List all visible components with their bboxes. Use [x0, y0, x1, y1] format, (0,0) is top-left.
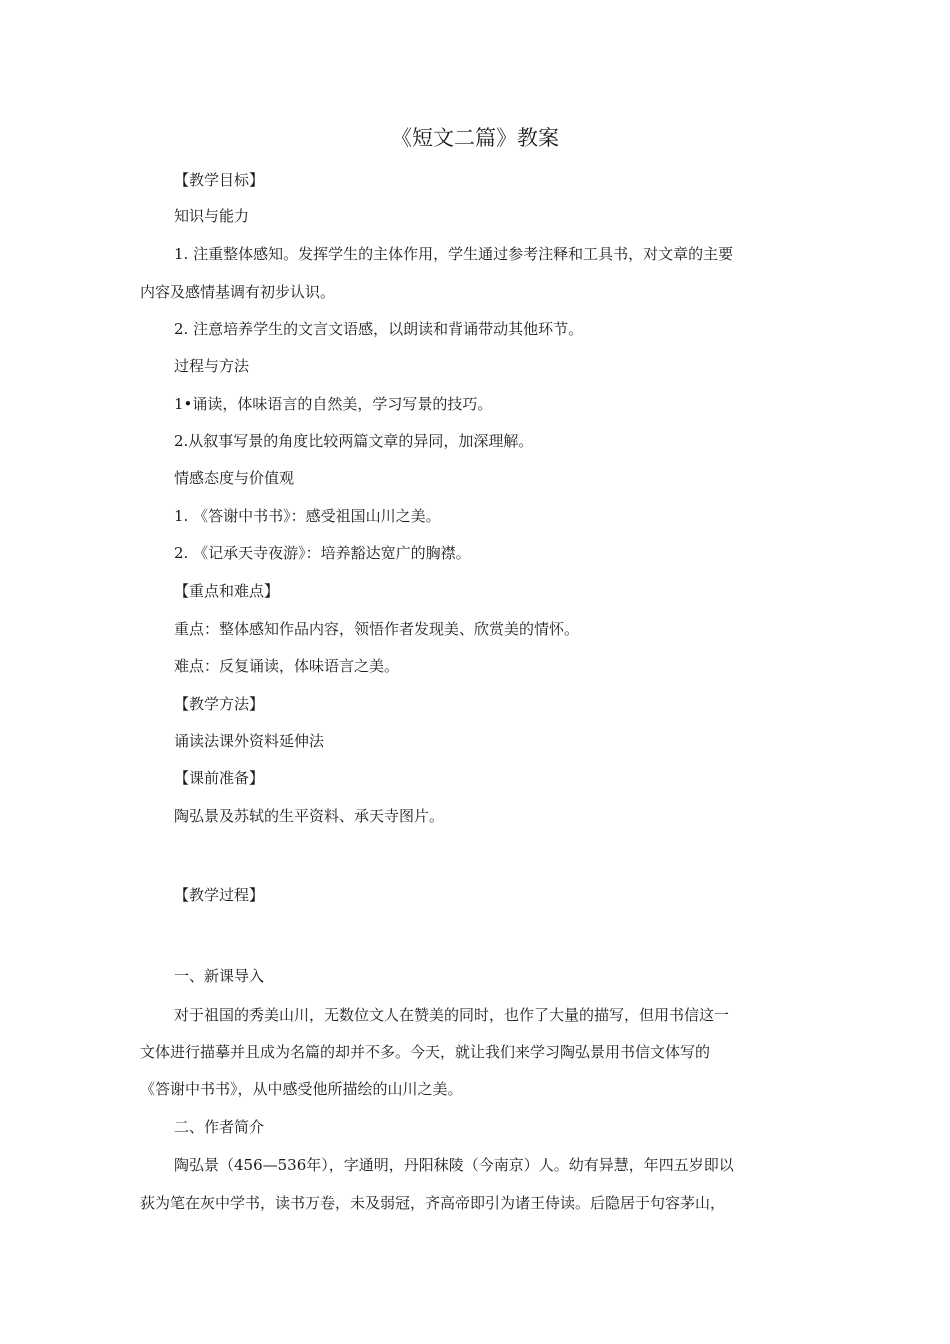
paragraph-line: 1. 《答谢中书书》：感受祖国山川之美。	[174, 507, 441, 525]
section-heading-prep: 【课前准备】	[174, 769, 265, 787]
paragraph-line: 文体进行描摹并且成为名篇的却并不多。今天，就让我们来学习陶弘景用书信文体写的	[140, 1043, 711, 1061]
subheading-author: 二、作者简介	[174, 1118, 265, 1136]
subheading-process: 过程与方法	[174, 357, 250, 375]
section-heading-process: 【教学过程】	[174, 886, 265, 904]
section-heading-method: 【教学方法】	[174, 695, 265, 713]
section-heading-keypoints: 【重点和难点】	[174, 582, 280, 600]
paragraph-line: 2.从叙事写景的角度比较两篇文章的异同，加深理解。	[174, 432, 534, 450]
paragraph-line: 2. 《记承天寺夜游》：培养豁达宽广的胸襟。	[174, 544, 471, 562]
paragraph-line: 重点：整体感知作品内容，领悟作者发现美、欣赏美的情怀。	[174, 620, 580, 638]
paragraph-line: 陶弘景（456—536年），字通明，丹阳秣陵（今南京）人。幼有异慧，年四五岁即以	[174, 1156, 734, 1174]
subheading-intro: 一、新课导入	[174, 967, 265, 985]
paragraph-line: 1•诵读，体味语言的自然美，学习写景的技巧。	[174, 395, 493, 413]
paragraph-line: 难点：反复诵读，体味语言之美。	[174, 657, 400, 675]
subheading-emotion: 情感态度与价值观	[174, 469, 295, 487]
paragraph-line: 对于祖国的秀美山川，无数位文人在赞美的同时，也作了大量的描写，但用书信这一	[174, 1006, 730, 1024]
paragraph-line: 1. 注重整体感知。发挥学生的主体作用，学生通过参考注释和工具书，对文章的主要	[174, 245, 734, 263]
subheading-knowledge: 知识与能力	[174, 207, 250, 225]
document-title: 《短文二篇》教案	[391, 126, 559, 150]
paragraph-line: 2. 注意培养学生的文言文语感，以朗读和背诵带动其他环节。	[174, 320, 584, 338]
paragraph-line: 内容及感情基调有初步认识。	[140, 283, 336, 301]
section-heading-goals: 【教学目标】	[174, 171, 265, 189]
paragraph-line: 荻为笔在灰中学书，读书万卷，未及弱冠，齐高帝即引为诸王侍读。后隐居于句容茅山，	[140, 1194, 726, 1212]
paragraph-line: 《答谢中书书》，从中感受他所描绘的山川之美。	[140, 1080, 463, 1098]
paragraph-line: 诵读法课外资料延伸法	[174, 732, 325, 750]
paragraph-line: 陶弘景及苏轼的生平资料、承天寺图片。	[174, 807, 445, 825]
